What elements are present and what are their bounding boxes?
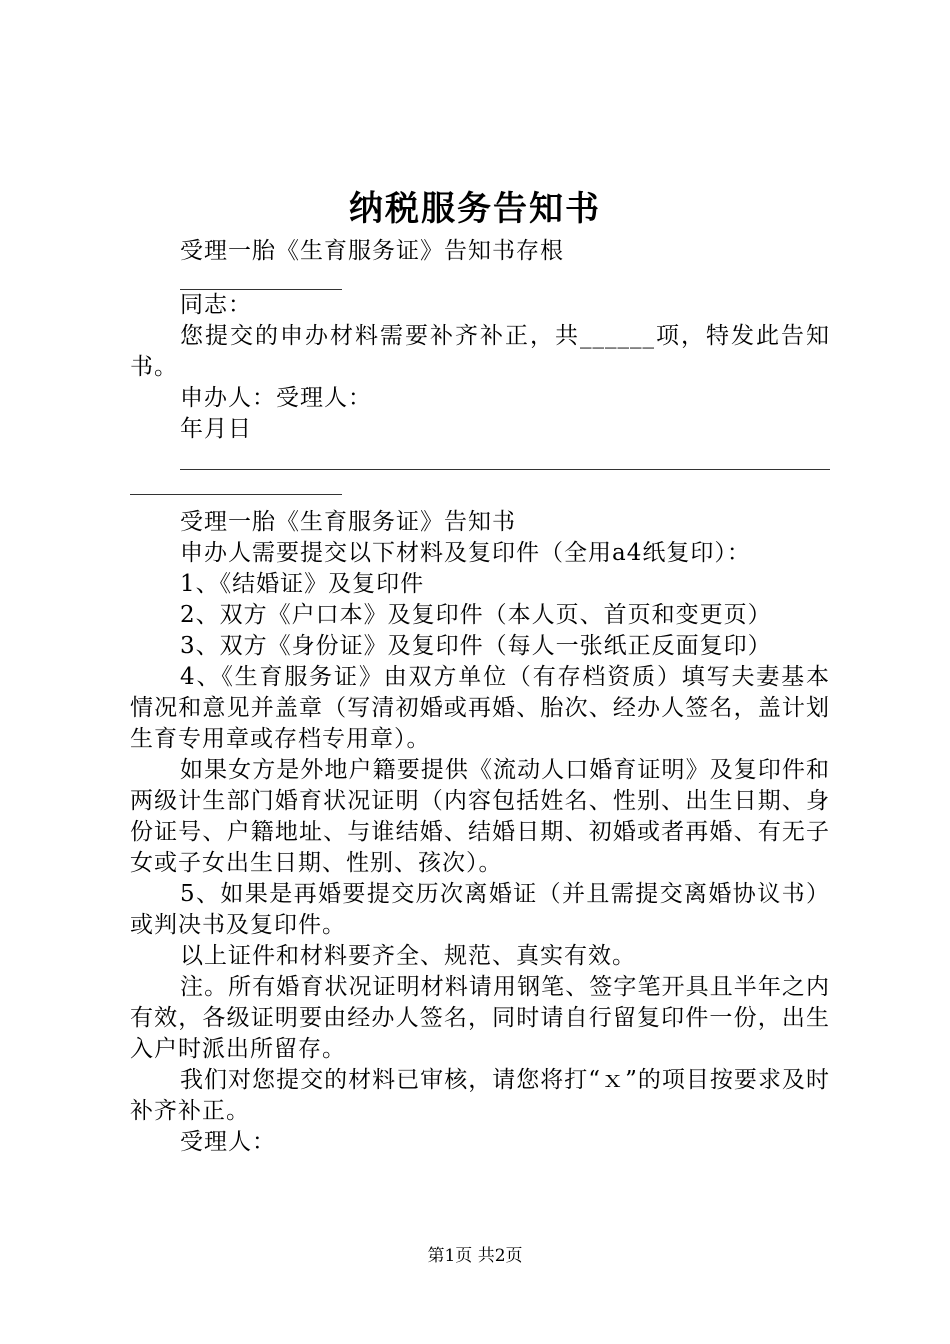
document-title: 纳税服务告知书: [349, 189, 601, 229]
notice-item: 4、《生育服务证》由双方单位（有存档资质）填写夫妻基本情况和意见并盖章（写清初婚或再婚、胎次、经办人签名，盖计划生育专用章或存档专用章）。: [130, 664, 830, 752]
notice-item: 以上证件和材料要齐全、规范、真实有效。: [180, 943, 636, 969]
stub-notice: 您提交的申办材料需要补齐补正，共______项，特发此告知书。: [130, 323, 830, 380]
notice-item: 注。所有婚育状况证明材料请用钢笔、签字笔开具且半年之内有效，各级证明要由经办人签名，同时请自行留复印件一份，出生入户时派出所留存。: [130, 974, 830, 1062]
notice-heading: 受理一胎《生育服务证》告知书: [180, 509, 516, 535]
stub-signers: 申办人：受理人：: [180, 385, 372, 411]
page-indicator: 第1页 共2页: [427, 1246, 523, 1266]
name-blank-line: [180, 267, 342, 290]
notice-receiver: 受理人：: [180, 1129, 276, 1155]
stub-salutation: 同志：: [180, 292, 252, 318]
notice-item: 如果女方是外地户籍要提供《流动人口婚育证明》及复印件和两级计生部门婚育状况证明（内容包括姓名、性别、出生日期、身份证号、户籍地址、与谁结婚、结婚日期、初婚或者再婚、有无子女或子女出生日期、性别、孩次）。: [130, 757, 830, 876]
notice-item: 2、双方《户口本》及复印件（本人页、首页和变更页）: [180, 602, 772, 628]
cut-line-continuation: [130, 470, 342, 495]
notice-item: 1、《结婚证》及复印件: [180, 571, 425, 597]
stub-heading: 受理一胎《生育服务证》告知书存根: [180, 238, 564, 264]
notice-item: 3、双方《身份证》及复印件（每人一张纸正反面复印）: [180, 633, 772, 659]
document-body: [130, 236, 830, 1158]
notice-item: 我们对您提交的材料已审核，请您将打“ｘ”的项目按要求及时补齐补正。: [130, 1067, 830, 1124]
notice-item: 5、如果是再婚要提交历次离婚证（并且需提交离婚协议书）或判决书及复印件。: [130, 881, 830, 938]
notice-intro: 申办人需要提交以下材料及复印件（全用a4纸复印）：: [180, 540, 751, 566]
stub-date: 年月日: [180, 416, 252, 442]
cut-line: [180, 445, 830, 470]
